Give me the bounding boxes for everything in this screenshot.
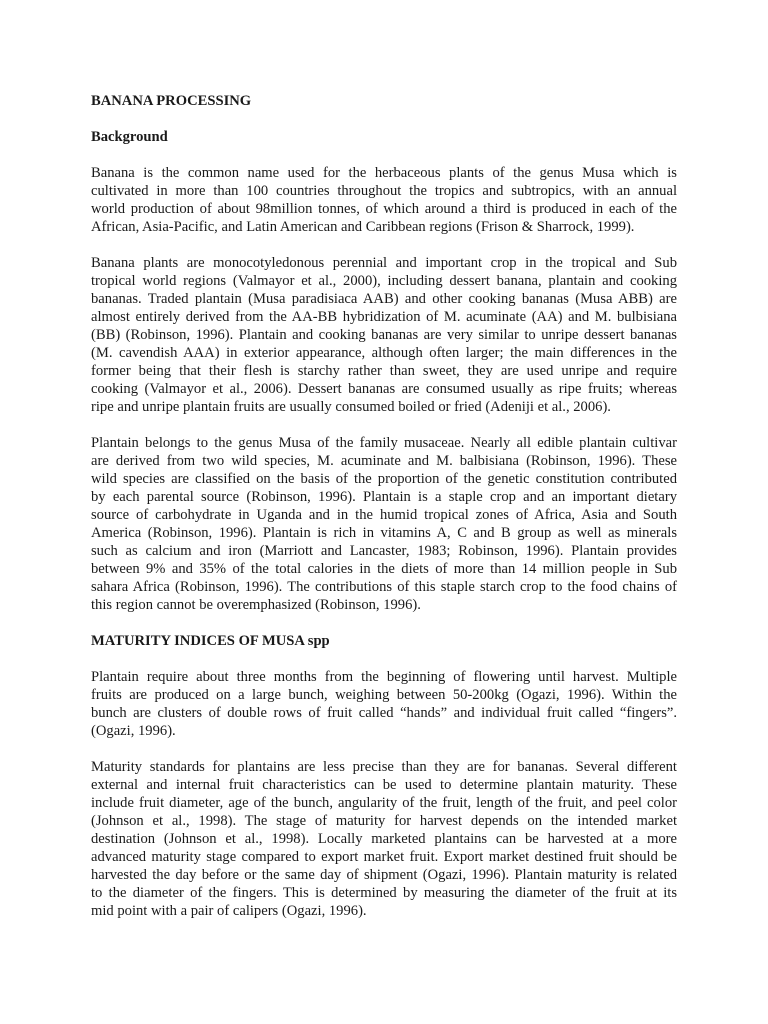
paragraph-line: bananas. Traded plantain (Musa paradisiaca AAB) and other cooking bananas (Musa ABB) are: [91, 291, 677, 307]
paragraph-line: bunch are clusters of double rows of fruit called “hands” and individual fruit called “fingers”.: [91, 705, 677, 721]
document-page: [91, 92, 677, 938]
paragraph-line: African, Asia-Pacific, and Latin American and Caribbean regions (Frison & Sharrock, 1999).: [91, 219, 635, 235]
paragraph-line: between 9% and 35% of the total calories in the diets of more than 14 million people in Sub: [91, 561, 677, 577]
paragraph-line: cooking (Valmayor et al., 2006). Dessert bananas are consumed usually as ripe fruits; whereas: [91, 381, 677, 397]
paragraph-line: (Johnson et al., 1998). The stage of maturity for harvest depends on the intended market: [91, 813, 677, 829]
paragraph: [91, 254, 677, 416]
paragraph-line: (M. cavendish AAA) in exterior appearance, although often larger; the main differences in the: [91, 345, 677, 361]
paragraph-line: ripe and unripe plantain fruits are usually consumed boiled or fried (Adeniji et al., 2006).: [91, 399, 611, 415]
paragraph-line: harvested the day before or the same day of shipment (Ogazi, 1996). Plantain maturity is related: [91, 867, 677, 883]
section-heading-maturity: MATURITY INDICES OF MUSA spp: [91, 633, 330, 649]
section-heading-background: Background: [91, 129, 168, 145]
paragraph-line: (BB) (Robinson, 1996). Plantain and cooking bananas are very similar to unripe dessert bananas: [91, 327, 677, 343]
paragraph-line: include fruit diameter, age of the bunch, angularity of the fruit, length of the fruit, and peel color: [91, 795, 677, 811]
paragraph-line: wild species are classified on the basis of the proportion of the genetic constitution contributed: [91, 471, 677, 487]
paragraph-line: Plantain belongs to the genus Musa of the family musaceae. Nearly all edible plantain cultivar: [91, 435, 677, 451]
paragraph: [91, 434, 677, 614]
paragraph-line: former being that their flesh is starchy rather than sweet, they are used unripe and require: [91, 363, 677, 379]
paragraph: [91, 668, 677, 740]
paragraph-line: mid point with a pair of calipers (Ogazi, 1996).: [91, 903, 367, 919]
document-title: BANANA PROCESSING: [91, 93, 252, 109]
paragraph-line: this region cannot be overemphasized (Robinson, 1996).: [91, 597, 421, 613]
paragraph-line: (Ogazi, 1996).: [91, 723, 176, 739]
paragraph-line: fruits are produced on a large bunch, weighing between 50-200kg (Ogazi, 1996). Within the: [91, 687, 677, 703]
paragraph: [91, 758, 677, 920]
paragraph-line: advanced maturity stage compared to export market fruit. Export market destined fruit should be: [91, 849, 677, 865]
paragraph-line: America (Robinson, 1996). Plantain is rich in vitamins A, C and B group as well as minerals: [91, 525, 677, 541]
paragraph: [91, 164, 677, 236]
paragraph-line: Maturity standards for plantains are less precise than they are for bananas. Several different: [91, 759, 677, 775]
paragraph-line: such as calcium and iron (Marriott and Lancaster, 1983; Robinson, 1996). Plantain provides: [91, 543, 677, 559]
paragraph-line: Plantain require about three months from the beginning of flowering until harvest. Multiple: [91, 669, 677, 685]
paragraph-line: sahara Africa (Robinson, 1996). The contributions of this staple starch crop to the food chains of: [91, 579, 677, 595]
paragraph-line: destination (Johnson et al., 1998). Locally marketed plantains can be harvested at a more: [91, 831, 677, 847]
paragraph-line: to the diameter of the fingers. This is determined by measuring the diameter of the fruit at its: [91, 885, 677, 901]
paragraph-line: almost entirely derived from the AA-BB hybridization of M. acuminate (AA) and M. bulbisiana: [91, 309, 677, 325]
paragraph-line: Banana plants are monocotyledonous perennial and important crop in the tropical and Sub: [91, 255, 677, 271]
paragraph-line: tropical world regions (Valmayor et al., 2000), including dessert banana, plantain and cooking: [91, 273, 677, 289]
paragraph-line: source of carbohydrate in Uganda and in the humid tropical zones of Africa, Asia and South: [91, 507, 677, 523]
paragraph-line: are derived from two wild species, M. acuminate and M. balbisiana (Robinson, 1996). These: [91, 453, 677, 469]
paragraph-line: external and internal fruit characteristics can be used to determine plantain maturity. These: [91, 777, 677, 793]
paragraph-line: world production of about 98million tonnes, of which around a third is produced in each of the: [91, 201, 677, 217]
paragraph-line: cultivated in more than 100 countries throughout the tropics and subtropics, with an annual: [91, 183, 677, 199]
paragraph-line: by each parental source (Robinson, 1996). Plantain is a staple crop and an important dietary: [91, 489, 677, 505]
paragraph-line: Banana is the common name used for the herbaceous plants of the genus Musa which is: [91, 165, 677, 181]
